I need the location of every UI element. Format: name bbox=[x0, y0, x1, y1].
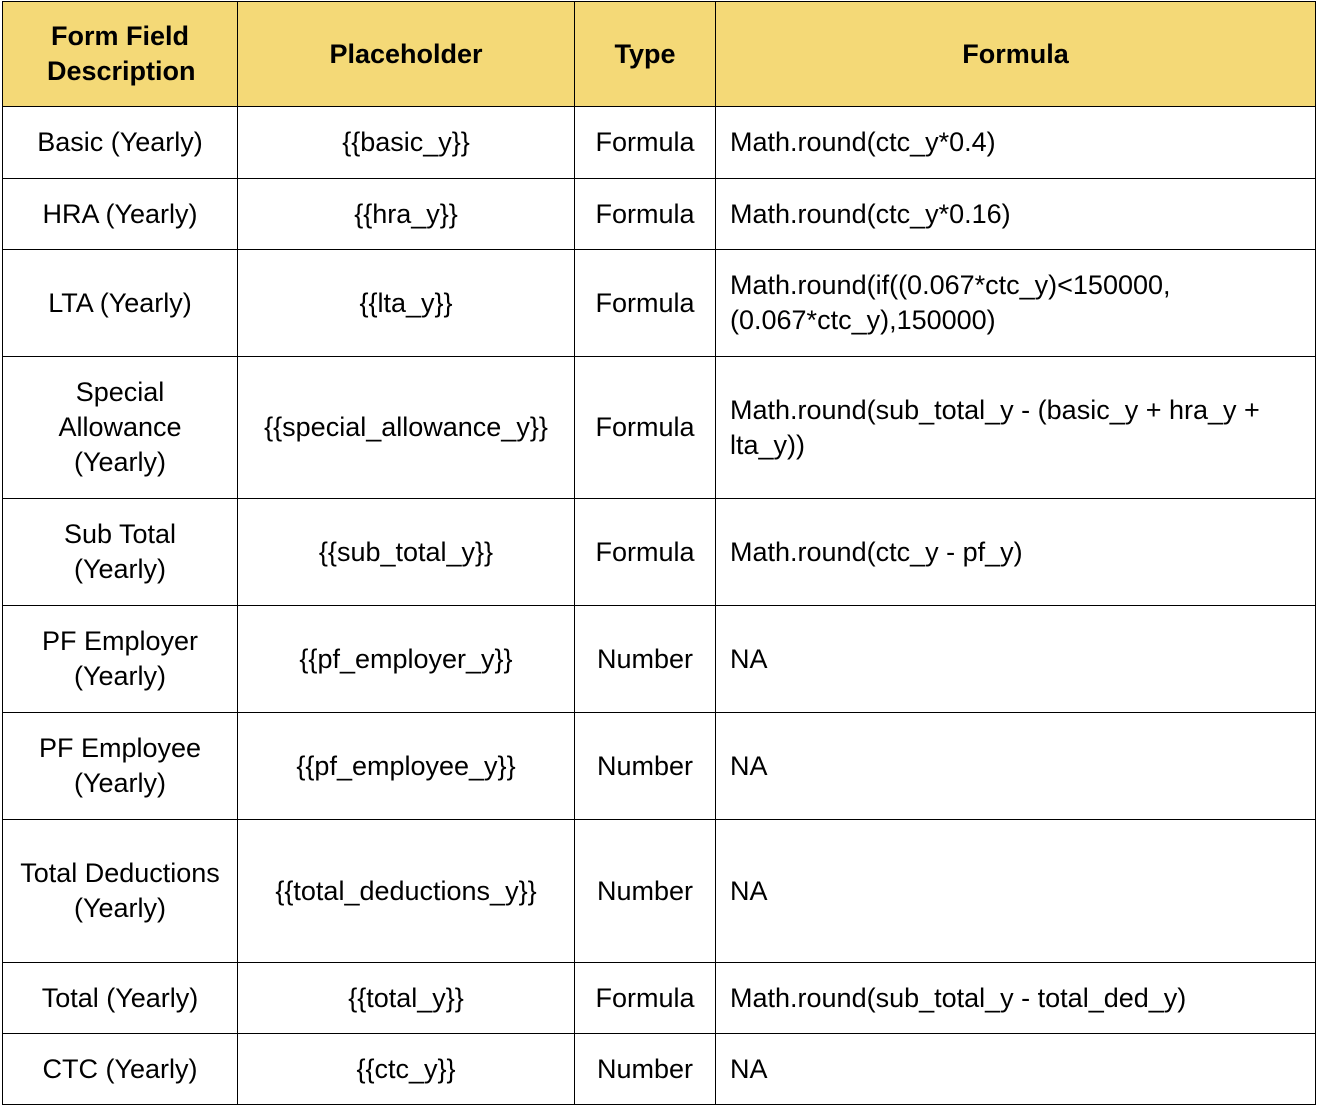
cell-description: CTC (Yearly) bbox=[3, 1034, 238, 1105]
cell-type: Number bbox=[575, 820, 716, 963]
table-row bbox=[3, 713, 1316, 820]
table-row bbox=[3, 606, 1316, 713]
table-body bbox=[3, 107, 1316, 1105]
cell-type: Formula bbox=[575, 250, 716, 357]
cell-formula: NA bbox=[716, 606, 1316, 713]
table-row bbox=[3, 499, 1316, 606]
cell-placeholder: {{special_allowance_y}} bbox=[238, 357, 575, 499]
table-row bbox=[3, 1034, 1316, 1105]
cell-placeholder: {{hra_y}} bbox=[238, 179, 575, 250]
cell-formula: Math.round(sub_total_y - total_ded_y) bbox=[716, 963, 1316, 1034]
cell-description: PF Employee (Yearly) bbox=[3, 713, 238, 820]
cell-type: Number bbox=[575, 1034, 716, 1105]
salary-fields-table-wrapper bbox=[2, 1, 1316, 1105]
salary-fields-table bbox=[2, 1, 1316, 1105]
cell-description: Total (Yearly) bbox=[3, 963, 238, 1034]
table-row bbox=[3, 357, 1316, 499]
cell-formula: Math.round(ctc_y - pf_y) bbox=[716, 499, 1316, 606]
cell-type: Formula bbox=[575, 499, 716, 606]
header-type: Type bbox=[575, 2, 716, 107]
cell-placeholder: {{pf_employer_y}} bbox=[238, 606, 575, 713]
cell-placeholder: {{ctc_y}} bbox=[238, 1034, 575, 1105]
cell-placeholder: {{pf_employee_y}} bbox=[238, 713, 575, 820]
cell-type: Number bbox=[575, 606, 716, 713]
header-formula: Formula bbox=[716, 2, 1316, 107]
cell-formula: NA bbox=[716, 713, 1316, 820]
cell-placeholder: {{total_y}} bbox=[238, 963, 575, 1034]
cell-formula: Math.round(if((0.067*ctc_y)<150000, (0.067*ctc_y),150000) bbox=[716, 250, 1316, 357]
cell-formula: NA bbox=[716, 820, 1316, 963]
cell-description: Basic (Yearly) bbox=[3, 107, 238, 179]
cell-formula: Math.round(sub_total_y - (basic_y + hra_y + lta_y)) bbox=[716, 357, 1316, 499]
cell-formula: Math.round(ctc_y*0.16) bbox=[716, 179, 1316, 250]
table-row bbox=[3, 179, 1316, 250]
cell-placeholder: {{total_deductions_y}} bbox=[238, 820, 575, 963]
cell-formula: Math.round(ctc_y*0.4) bbox=[716, 107, 1316, 179]
table-row bbox=[3, 107, 1316, 179]
cell-formula: NA bbox=[716, 1034, 1316, 1105]
header-placeholder: Placeholder bbox=[238, 2, 575, 107]
cell-placeholder: {{lta_y}} bbox=[238, 250, 575, 357]
header-form-field-description: Form Field Description bbox=[3, 2, 238, 107]
cell-description: Total Deductions (Yearly) bbox=[3, 820, 238, 963]
cell-type: Number bbox=[575, 713, 716, 820]
table-row bbox=[3, 820, 1316, 963]
cell-description: Special Allowance (Yearly) bbox=[3, 357, 238, 499]
cell-type: Formula bbox=[575, 357, 716, 499]
cell-type: Formula bbox=[575, 179, 716, 250]
cell-description: LTA (Yearly) bbox=[3, 250, 238, 357]
cell-placeholder: {{sub_total_y}} bbox=[238, 499, 575, 606]
cell-placeholder: {{basic_y}} bbox=[238, 107, 575, 179]
table-header-row bbox=[3, 2, 1316, 107]
cell-description: Sub Total (Yearly) bbox=[3, 499, 238, 606]
table-row bbox=[3, 250, 1316, 357]
cell-description: HRA (Yearly) bbox=[3, 179, 238, 250]
cell-type: Formula bbox=[575, 107, 716, 179]
cell-description: PF Employer (Yearly) bbox=[3, 606, 238, 713]
table-row bbox=[3, 963, 1316, 1034]
cell-type: Formula bbox=[575, 963, 716, 1034]
